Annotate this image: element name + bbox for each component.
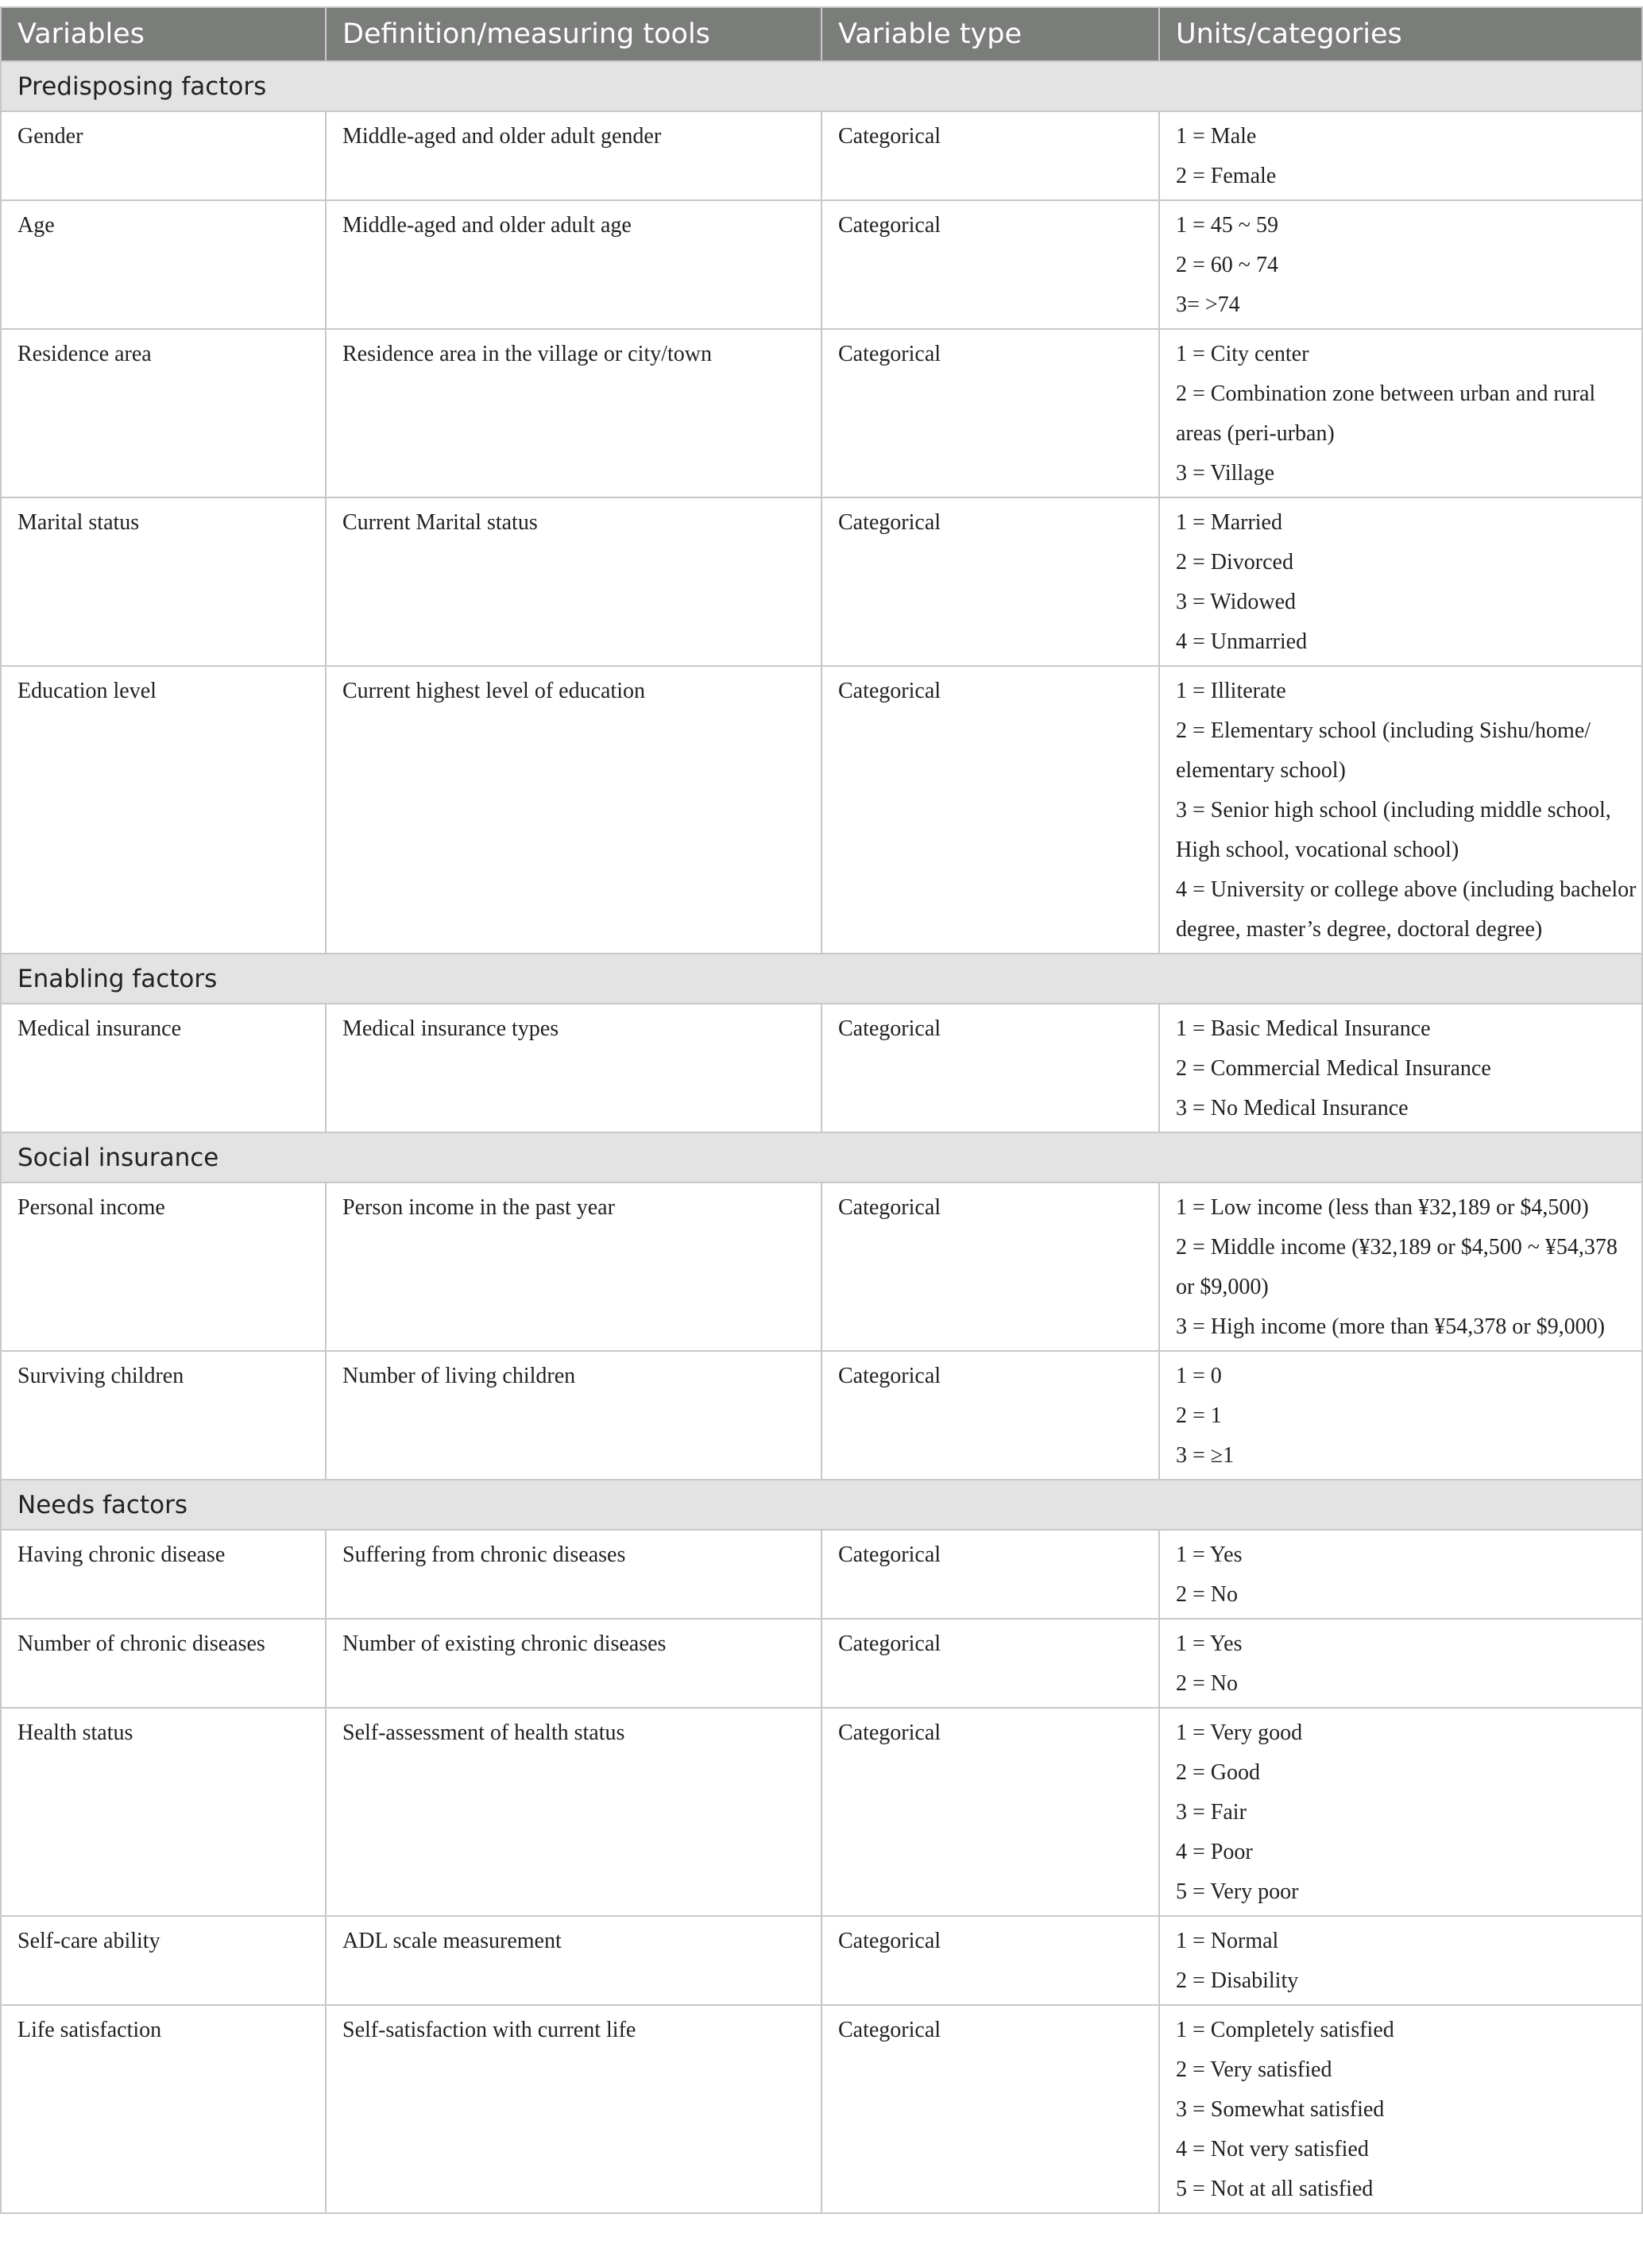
variable-name: Marital status: [1, 497, 326, 666]
unit-category: 3 = Senior high school (including middle school, High school, vocational school): [1176, 798, 1611, 862]
section-row: [1, 61, 1642, 111]
variable-type: Categorical: [822, 1708, 1159, 1916]
variable-name: Education level: [1, 666, 326, 954]
table-row: [1, 111, 1642, 200]
unit-category: 1 = Yes: [1176, 1631, 1243, 1656]
header-units-categories: Units/categories: [1159, 7, 1642, 61]
variable-type: Categorical: [822, 1004, 1159, 1132]
units-list: [1176, 1009, 1637, 1128]
unit-category: 1 = Yes: [1176, 1542, 1243, 1567]
table-row: [1, 497, 1642, 666]
table-row: [1, 2005, 1642, 2213]
variable-definition: Medical insurance types: [326, 1004, 822, 1132]
unit-category: 2 = Divorced: [1176, 550, 1293, 575]
variable-units: [1159, 497, 1642, 666]
unit-category: 5 = Very poor: [1176, 1879, 1299, 1904]
section-row: [1, 1480, 1642, 1530]
unit-category: 3= >74: [1176, 292, 1240, 317]
variable-type: Categorical: [822, 1182, 1159, 1351]
unit-category: 1 = Illiterate: [1176, 679, 1286, 703]
variable-definition: Person income in the past year: [326, 1182, 822, 1351]
variable-units: [1159, 1351, 1642, 1480]
variable-definition: Self-assessment of health status: [326, 1708, 822, 1916]
variable-type: Categorical: [822, 1916, 1159, 2005]
unit-category: 2 = 1: [1176, 1403, 1222, 1428]
unit-category: 3 = Widowed: [1176, 590, 1297, 614]
units-list: [1176, 2011, 1637, 2209]
header-variables: Variables: [1, 7, 326, 61]
variable-name: Having chronic disease: [1, 1530, 326, 1619]
variable-definition: Residence area in the village or city/town: [326, 329, 822, 497]
unit-category: 3 = High income (more than ¥54,378 or $9,000): [1176, 1314, 1605, 1339]
variable-definition: Current highest level of education: [326, 666, 822, 954]
variable-units: [1159, 1619, 1642, 1708]
unit-category: 3 = ≥1: [1176, 1443, 1235, 1468]
table-row: [1, 666, 1642, 954]
variable-type: Categorical: [822, 200, 1159, 329]
units-list: [1176, 671, 1637, 950]
variable-name: Self-care ability: [1, 1916, 326, 2005]
section-title: Enabling factors: [1, 954, 1642, 1004]
section-title: Social insurance: [1, 1132, 1642, 1182]
variable-units: [1159, 200, 1642, 329]
variable-definition: Middle-aged and older adult age: [326, 200, 822, 329]
variable-name: Health status: [1, 1708, 326, 1916]
units-list: [1176, 503, 1637, 662]
unit-category: 1 = Basic Medical Insurance: [1176, 1016, 1431, 1041]
variables-table: [0, 6, 1643, 2214]
unit-category: 4 = Unmarried: [1176, 629, 1308, 654]
table-row: [1, 1182, 1642, 1351]
units-list: [1176, 117, 1637, 196]
variable-definition: ADL scale measurement: [326, 1916, 822, 2005]
variable-definition: Self-satisfaction with current life: [326, 2005, 822, 2213]
variable-units: [1159, 1004, 1642, 1132]
header-definition: Definition/measuring tools: [326, 7, 822, 61]
units-list: [1176, 1188, 1637, 1347]
header-row: [1, 7, 1642, 61]
variable-type: Categorical: [822, 2005, 1159, 2213]
unit-category: 1 = Completely satisfied: [1176, 2018, 1394, 2042]
table-row: [1, 1351, 1642, 1480]
units-list: [1176, 1713, 1637, 1912]
units-list: [1176, 1357, 1637, 1476]
unit-category: 2 = Combination zone between urban and rural areas (peri-urban): [1176, 381, 1596, 446]
variable-name: Residence area: [1, 329, 326, 497]
variable-units: [1159, 2005, 1642, 2213]
unit-category: 3 = Fair: [1176, 1800, 1247, 1825]
unit-category: 1 = Normal: [1176, 1929, 1279, 1953]
unit-category: 2 = No: [1176, 1582, 1239, 1607]
table-row: [1, 200, 1642, 329]
table-header: [1, 7, 1642, 61]
table-row: [1, 1619, 1642, 1708]
table-row: [1, 1004, 1642, 1132]
section-row: [1, 954, 1642, 1004]
variable-definition: Number of existing chronic diseases: [326, 1619, 822, 1708]
variable-definition: Current Marital status: [326, 497, 822, 666]
unit-category: 4 = Not very satisfied: [1176, 2137, 1369, 2162]
variable-type: Categorical: [822, 1351, 1159, 1480]
header-variable-type: Variable type: [822, 7, 1159, 61]
unit-category: 1 = 45 ~ 59: [1176, 213, 1278, 238]
variable-units: [1159, 1530, 1642, 1619]
unit-category: 1 = City center: [1176, 342, 1309, 366]
units-list: [1176, 335, 1637, 493]
table-row: [1, 1916, 1642, 2005]
units-list: [1176, 1922, 1637, 2001]
units-list: [1176, 1535, 1637, 1615]
unit-category: 2 = Good: [1176, 1760, 1261, 1785]
variable-name: Surviving children: [1, 1351, 326, 1480]
variable-name: Medical insurance: [1, 1004, 326, 1132]
variable-name: Age: [1, 200, 326, 329]
variable-units: [1159, 329, 1642, 497]
section-row: [1, 1132, 1642, 1182]
unit-category: 3 = No Medical Insurance: [1176, 1096, 1409, 1120]
unit-category: 2 = Disability: [1176, 1968, 1299, 1993]
variable-units: [1159, 666, 1642, 954]
variable-type: Categorical: [822, 1619, 1159, 1708]
variable-name: Personal income: [1, 1182, 326, 1351]
unit-category: 3 = Somewhat satisfied: [1176, 2097, 1385, 2122]
variable-type: Categorical: [822, 111, 1159, 200]
unit-category: 2 = No: [1176, 1671, 1239, 1696]
unit-category: 2 = 60 ~ 74: [1176, 253, 1278, 277]
unit-category: 1 = Married: [1176, 510, 1282, 535]
unit-category: 4 = University or college above (including bachelor degree, master’s degree, doctoral degree): [1176, 877, 1637, 942]
section-title: Predisposing factors: [1, 61, 1642, 111]
units-list: [1176, 1624, 1637, 1704]
unit-category: 2 = Middle income (¥32,189 or $4,500 ~ ¥54,378 or $9,000): [1176, 1235, 1618, 1299]
table-row: [1, 329, 1642, 497]
variable-units: [1159, 111, 1642, 200]
variable-type: Categorical: [822, 497, 1159, 666]
table-row: [1, 1708, 1642, 1916]
variable-definition: Suffering from chronic diseases: [326, 1530, 822, 1619]
variable-type: Categorical: [822, 329, 1159, 497]
unit-category: 1 = Very good: [1176, 1720, 1303, 1745]
section-title: Needs factors: [1, 1480, 1642, 1530]
table-row: [1, 1530, 1642, 1619]
table-body: [1, 61, 1642, 2213]
variable-definition: Number of living children: [326, 1351, 822, 1480]
unit-category: 2 = Commercial Medical Insurance: [1176, 1056, 1491, 1081]
unit-category: 4 = Poor: [1176, 1840, 1253, 1864]
variable-units: [1159, 1916, 1642, 2005]
unit-category: 3 = Village: [1176, 461, 1275, 486]
variable-name: Life satisfaction: [1, 2005, 326, 2213]
unit-category: 2 = Female: [1176, 164, 1277, 188]
unit-category: 1 = 0: [1176, 1364, 1222, 1388]
unit-category: 1 = Male: [1176, 124, 1257, 149]
variable-name: Number of chronic diseases: [1, 1619, 326, 1708]
variable-type: Categorical: [822, 1530, 1159, 1619]
variable-definition: Middle-aged and older adult gender: [326, 111, 822, 200]
unit-category: 1 = Low income (less than ¥32,189 or $4,500): [1176, 1195, 1589, 1220]
variable-type: Categorical: [822, 666, 1159, 954]
unit-category: 5 = Not at all satisfied: [1176, 2177, 1374, 2201]
variable-name: Gender: [1, 111, 326, 200]
unit-category: 2 = Elementary school (including Sishu/home/ elementary school): [1176, 718, 1591, 783]
variable-units: [1159, 1182, 1642, 1351]
unit-category: 2 = Very satisfied: [1176, 2057, 1332, 2082]
variable-units: [1159, 1708, 1642, 1916]
units-list: [1176, 206, 1637, 325]
